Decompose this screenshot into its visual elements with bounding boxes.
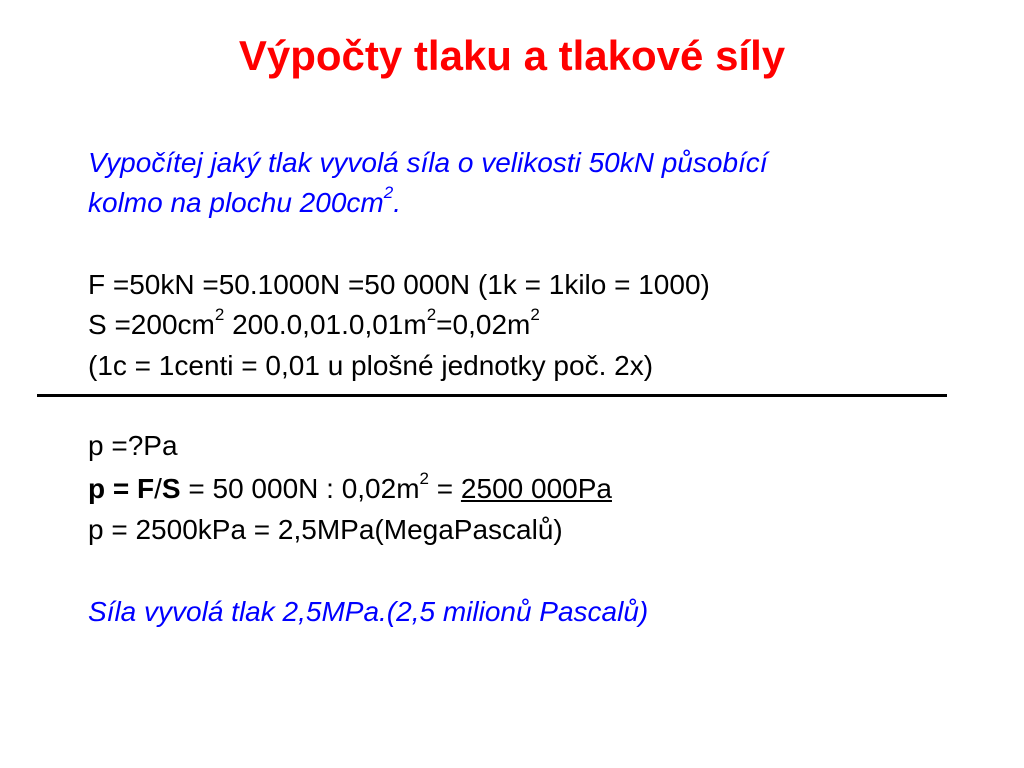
slide-title: Výpočty tlaku a tlakové síly (238, 32, 786, 79)
formula-result: 2500 000Pa (460, 473, 612, 504)
solution-unknown (88, 428, 178, 464)
formula-superscript: 2 (419, 469, 429, 488)
given-force-text: F =50kN =50.1000N =50 000N (1k = 1kilo = 1000) (88, 269, 710, 300)
given-note-text: (1c = 1centi = 0,01 u plošné jednotky poč. 2x) (88, 350, 654, 381)
solution-conversion-text: p = 2500kPa = 2,5MPa(MegaPascalů) (88, 514, 563, 545)
given-area-part-3: =0,02m (436, 309, 531, 340)
task-line-2-text: kolmo na plochu 200cm (88, 187, 384, 218)
solution-formula (88, 471, 612, 507)
given-area-part-2: 200.0,01.0,01m (224, 309, 427, 340)
solution-unknown-text: p =?Pa (88, 430, 178, 461)
formula-bold-part-2: S (161, 473, 181, 504)
task-line-2 (88, 185, 401, 221)
formula-equals: = (429, 473, 461, 504)
given-area-sup-2: 2 (426, 305, 437, 324)
task-line-1 (88, 145, 768, 181)
task-line-2-period: . (393, 187, 401, 218)
given-area-sup-3: 2 (530, 305, 540, 324)
given-area-part-1: S =200cm (88, 309, 215, 340)
given-note (88, 348, 653, 384)
given-area (88, 307, 540, 343)
formula-calculation: = 50 000N : 0,02m (180, 473, 420, 504)
given-force (88, 267, 710, 303)
formula-slash: / (154, 473, 162, 504)
solution-conversion (88, 512, 563, 548)
task-line-2-superscript: 2 (383, 183, 394, 202)
given-area-sup-1: 2 (214, 305, 225, 324)
task-line-1-text: Vypočítej jaký tlak vyvolá síla o velikosti 50kN působící (88, 147, 768, 178)
answer-line (88, 594, 648, 630)
answer-text: Síla vyvolá tlak 2,5MPa.(2,5 milionů Pascalů) (88, 596, 649, 627)
formula-bold-part: p = F (88, 473, 155, 504)
divider-line (37, 394, 947, 397)
